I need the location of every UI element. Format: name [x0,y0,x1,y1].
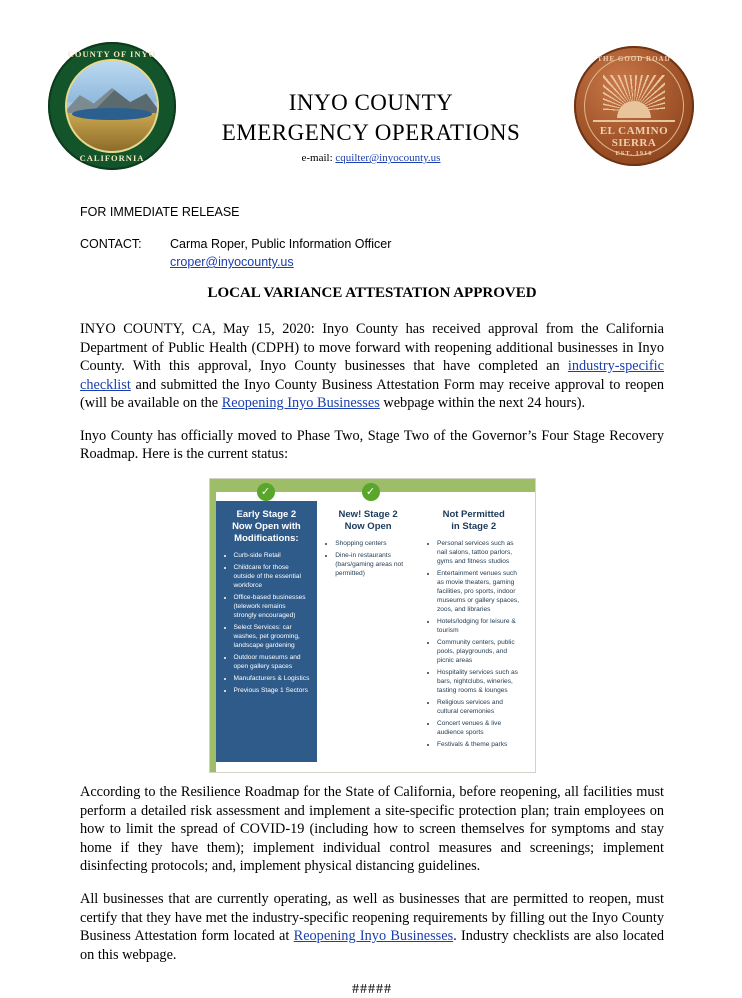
graphic-column-2-list [324,539,412,578]
list-item: • Outdoor museums and open gallery spaces [234,653,311,671]
paragraph-2: Inyo County has officially moved to Phase Two, Stage Two of the Governor’s Four Stage Recovery Roadmap. Here is the current status: [80,427,664,463]
list-item: • Concert venues & live audience sports [437,719,522,737]
el-camino-sierra-seal-icon [574,46,694,166]
list-item: • Manufacturers & Logistics [234,674,311,683]
list-item: • Previous Stage 1 Sectors [234,686,311,695]
graphic-column-3-heading-line-1: Not Permitted [442,509,505,521]
seal2-bottom-text: EST. 1910 [615,150,653,157]
stage-two-status-graphic [209,478,536,773]
header-email [190,152,552,164]
graphic-column-1-heading-line-1: Early Stage 2 [236,509,297,521]
graphic-column-new-stage-2 [317,501,419,762]
seal2-mid-text-2: SIERRA [611,137,657,150]
graphic-columns [210,479,535,772]
contact-email [170,255,664,269]
graphic-column-3-heading [426,509,522,533]
seal-top-text: COUNTY OF INYO [67,49,157,59]
checkmark-icon-new-stage-2: ✓ [362,483,380,501]
list-item: • Shopping centers [335,539,412,548]
paragraph-1-part-a: INYO COUNTY, CA, May 15, 2020: Inyo County has received approval from the California Department of Public Health (CDPH) to move forward with reopening additional businesses in Inyo County. With this approval, Inyo County businesses that have completed an [80,321,664,375]
page-title [190,88,552,148]
list-item: • Dine-in restaurants (bars/gaming areas not permitted) [335,551,412,578]
list-item: • Festivals & theme parks [437,740,522,749]
checkmark-icon-early-stage-2: ✓ [257,483,275,501]
list-item: • Hotels/lodging for leisure & tourism [437,617,522,635]
contact-name: Carma Roper, Public Information Officer [170,237,392,251]
list-item: • Personal services such as nail salons, tattoo parlors, gyms and fitness studios [437,539,522,566]
industry-checklist-link[interactable]: industry-specific checklist [80,358,664,393]
graphic-column-1-heading-line-2: Now Open with [232,521,301,533]
document-headline: LOCAL VARIANCE ATTESTATION APPROVED [207,285,537,301]
paragraph-1-part-b: and submitted the Inyo County Business Attestation Form may receive approval to reopen (will be available on the [80,376,664,412]
letterhead-header [0,0,742,175]
paragraph-4-part-a: All businesses that are currently operating, as well as businesses that are permitted to reopen, must certify that they have met the industry-specific reopening requirements by filling out the Inyo County Business Attestation form located at [80,890,664,945]
seal-bottom-text: CALIFORNIA [79,153,145,163]
paragraph-4-part-b: . Industry checklists are also located on this webpage. [80,928,664,963]
graphic-column-2-heading-line-2: Now Open [344,521,392,533]
seal2-top-text: THE GOOD ROAD [597,55,671,63]
graphic-column-not-permitted [419,501,529,762]
graphic-column-2-heading-line-1: New! Stage 2 [338,509,398,521]
contact-label: CONTACT: [80,237,142,251]
graphic-column-1-heading [223,509,311,545]
list-item: • Community centers, public pools, playgrounds, and picnic areas [437,638,522,665]
graphic-column-2-heading [324,509,412,533]
reopening-inyo-businesses-link-1[interactable]: Reopening Inyo Businesses [221,395,380,412]
list-item: • Curb-side Retail [234,551,311,560]
seal2-mid-text-1: EL CAMINO [599,125,669,138]
contact-email-link[interactable]: croper@inyocounty.us [170,255,294,269]
list-item: • Hospitality services such as bars, nightclubs, wineries, tasting rooms & lounges [437,668,522,695]
header-email-label: e-mail: [301,152,333,164]
seal-inner-scene [65,59,159,153]
contact-row [80,237,664,251]
immediate-release-label: FOR IMMEDIATE RELEASE [80,205,240,219]
graphic-column-3-list [426,539,522,749]
list-item: • Office-based businesses (telework remains strongly encouraged) [234,593,311,620]
reopening-inyo-businesses-link-2[interactable]: Reopening Inyo Businesses [293,928,454,945]
paragraph-4 [80,890,664,964]
end-of-release-mark: ##### [352,982,392,998]
header-email-link[interactable]: cquilter@inyocounty.us [335,152,441,164]
graphic-column-1-list [223,551,311,695]
title-line-1: INYO COUNTY [288,90,454,115]
inyo-county-seal-icon [48,42,176,170]
list-item: • Childcare for those outside of the essential workforce [234,563,311,590]
graphic-column-1-heading-line-3: Modifications: [234,533,299,545]
title-line-2: EMERGENCY OPERATIONS [221,120,521,145]
list-item: • Select Services: car washes, pet grooming, landscape gardening [234,623,311,650]
list-item: • Religious services and cultural ceremonies [437,698,522,716]
paragraph-1 [80,320,664,413]
list-item: • Entertainment venues such as movie theaters, gaming facilities, pro sports, indoor museums or gallery spaces, zoos, and libraries [437,569,522,614]
document-body [80,205,664,998]
paragraph-1-part-c: webpage within the next 24 hours). [379,395,586,412]
graphic-column-early-stage-2 [216,501,318,762]
graphic-column-3-heading-line-2: in Stage 2 [451,521,497,533]
paragraph-3: According to the Resilience Roadmap for the State of California, before reopening, all facilities must perform a detailed risk assessment and implement a site-specific protection plan; train employees on how to limit the spread of COVID-19 (including how to screen themselves for symptoms and stay home if they have them); implement individual control measures and screenings; implement disinfecting protocols; and, implement physical distancing guidelines. [80,784,664,875]
